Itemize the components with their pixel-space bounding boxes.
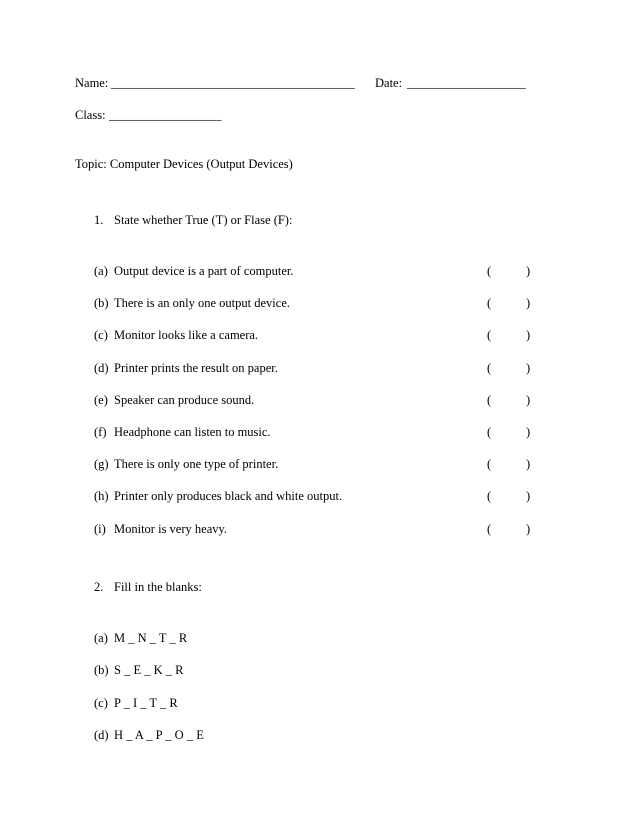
answer-paren-close: )	[526, 522, 531, 536]
item-statement: Output device is a part of computer.	[114, 264, 294, 278]
section1-number: 1.	[94, 213, 104, 227]
item-letter: (a)	[94, 264, 108, 278]
answer-paren-open: (	[487, 264, 492, 278]
item-letter: (f)	[94, 425, 107, 439]
fill-blank-word[interactable]: M _ N _ T _ R	[114, 631, 188, 645]
topic-heading: Topic: Computer Devices (Output Devices)	[75, 157, 293, 171]
item-statement: Printer only produces black and white output.	[114, 489, 343, 503]
answer-paren-close: )	[526, 457, 531, 471]
item-letter: (d)	[94, 728, 109, 742]
answer-paren-open: (	[487, 361, 492, 375]
item-letter: (e)	[94, 393, 108, 407]
answer-box[interactable]	[494, 425, 524, 439]
answer-paren-close: )	[526, 489, 531, 503]
answer-box[interactable]	[494, 361, 524, 375]
item-letter: (h)	[94, 489, 109, 503]
item-letter: (c)	[94, 696, 108, 710]
answer-paren-close: )	[526, 425, 531, 439]
answer-box[interactable]	[494, 296, 524, 310]
date-label: Date:	[375, 76, 403, 90]
item-letter: (a)	[94, 631, 108, 645]
name-label: Name:	[75, 76, 109, 90]
answer-paren-close: )	[526, 264, 531, 278]
item-letter: (b)	[94, 296, 109, 310]
answer-box[interactable]	[494, 393, 524, 407]
fill-blank-word[interactable]: H _ A _ P _ O _ E	[114, 728, 204, 742]
section2-number: 2.	[94, 580, 104, 594]
section2-title: Fill in the blanks:	[114, 580, 202, 594]
item-letter: (d)	[94, 361, 109, 375]
answer-paren-open: (	[487, 393, 492, 407]
answer-paren-close: )	[526, 296, 531, 310]
answer-box[interactable]	[494, 489, 524, 503]
answer-paren-open: (	[487, 522, 492, 536]
class-label: Class:	[75, 108, 106, 122]
answer-paren-close: )	[526, 328, 531, 342]
answer-box[interactable]	[494, 328, 524, 342]
date-blank[interactable]: ___________________	[407, 76, 526, 90]
answer-paren-open: (	[487, 489, 492, 503]
item-statement: There is an only one output device.	[114, 296, 290, 310]
fill-blank-word[interactable]: S _ E _ K _ R	[114, 663, 184, 677]
fill-blank-word[interactable]: P _ I _ T _ R	[114, 696, 178, 710]
item-letter: (i)	[94, 522, 106, 536]
item-letter: (c)	[94, 328, 108, 342]
item-statement: There is only one type of printer.	[114, 457, 279, 471]
answer-paren-open: (	[487, 328, 492, 342]
answer-paren-open: (	[487, 296, 492, 310]
answer-paren-open: (	[487, 425, 492, 439]
item-statement: Headphone can listen to music.	[114, 425, 271, 439]
answer-paren-open: (	[487, 457, 492, 471]
item-letter: (b)	[94, 663, 109, 677]
class-blank[interactable]: __________________	[109, 108, 222, 122]
answer-paren-close: )	[526, 393, 531, 407]
answer-box[interactable]	[494, 457, 524, 471]
answer-paren-close: )	[526, 361, 531, 375]
name-blank[interactable]: _______________________________________	[111, 76, 355, 90]
section1-title: State whether True (T) or Flase (F):	[114, 213, 293, 227]
item-statement: Printer prints the result on paper.	[114, 361, 278, 375]
answer-box[interactable]	[494, 522, 524, 536]
item-letter: (g)	[94, 457, 109, 471]
item-statement: Monitor looks like a camera.	[114, 328, 259, 342]
answer-box[interactable]	[494, 264, 524, 278]
item-statement: Speaker can produce sound.	[114, 393, 255, 407]
item-statement: Monitor is very heavy.	[114, 522, 228, 536]
